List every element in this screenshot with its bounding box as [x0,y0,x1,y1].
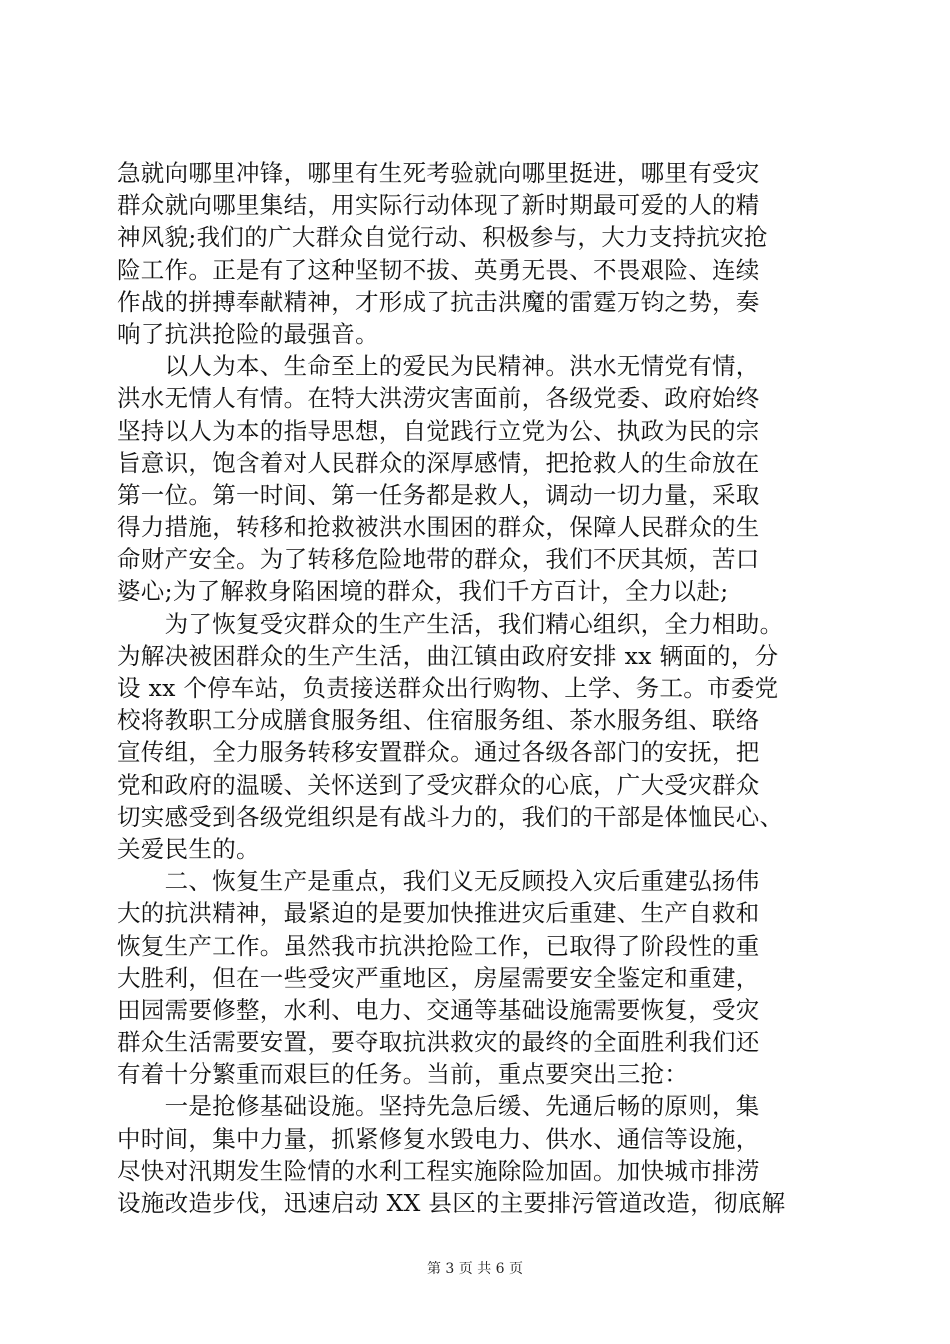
text-line: 有着十分繁重而艰巨的任务。当前，重点要突出三抢： [117,1060,689,1089]
text-line: 作战的拼搏奉献精神，才形成了抗击洪魔的雷霆万钧之势，奏 [117,287,760,316]
text-line: 第一位。第一时间、第一任务都是救人，调动一切力量，采取 [117,480,760,509]
text-line: 为了恢复受灾群众的生产生活，我们精心组织，全力相助。 [117,609,784,638]
text-line: 设 xx 个停车站，负责接送群众出行购物、上学、务工。市委党 [117,674,779,702]
text-line: 党和政府的温暖、关怀送到了受灾群众的心底，广大受灾群众 [117,770,760,799]
text-line: 二、恢复生产是重点，我们义无反顾投入灾后重建弘扬伟 [117,867,760,896]
text-line: 命财产安全。为了转移危险地带的群众，我们不厌其烦，苦口 [117,545,760,574]
text-line: 旨意识，饱含着对人民群众的深厚感情，把抢救人的生命放在 [117,448,760,477]
text-line: 宣传组，全力服务转移安置群众。通过各级各部门的安抚，把 [117,738,760,767]
text-line: 尽快对汛期发生险情的水利工程实施除险加固。加快城市排涝 [117,1156,760,1185]
text-line: 婆心;为了解救身陷困境的群众，我们千方百计，全力以赴; [117,577,729,606]
text-line: 中时间，集中力量，抓紧修复水毁电力、供水、通信等设施， [117,1124,760,1153]
text-line: 大胜利，但在一些受灾严重地区，房屋需要安全鉴定和重建， [117,963,760,992]
text-line: 急就向哪里冲锋，哪里有生死考验就向哪里挺进，哪里有受灾 [117,159,760,187]
text-line: 恢复生产工作。虽然我市抗洪抢险工作，已取得了阶段性的重 [117,931,760,960]
text-line: 设施改造步伐，迅速启动 XX 县区的主要排污管道改造，彻底解 [117,1189,786,1217]
text-line: 田园需要修整，水利、电力、交通等基础设施需要恢复，受灾 [117,995,760,1024]
text-line: 校将教职工分成膳食服务组、住宿服务组、茶水服务组、联络 [117,706,760,735]
text-line: 险工作。正是有了这种坚韧不拔、英勇无畏、不畏艰险、连续 [117,255,760,284]
text-line: 响了抗洪抢险的最强音。 [117,319,379,348]
text-line: 群众生活需要安置，要夺取抗洪救灾的最终的全面胜利我们还 [117,1028,760,1057]
text-line: 洪水无情人有情。在特大洪涝灾害面前，各级党委、政府始终 [117,384,760,413]
page-footer: 第 3 页 共 6 页 [426,1261,524,1277]
text-line: 关爱民生的。 [117,834,260,863]
text-line: 群众就向哪里集结，用实际行动体现了新时期最可爱的人的精 [117,191,760,220]
text-line: 大的抗洪精神，最紧迫的是要加快推进灾后重建、生产自救和 [117,899,760,928]
text-line: 切实感受到各级党组织是有战斗力的，我们的干部是体恤民心、 [117,802,784,831]
text-line: 得力措施，转移和抢救被洪水围困的群众，保障人民群众的生 [117,513,760,542]
text-line: 为解决被困群众的生产生活，曲江镇由政府安排 xx 辆面的，分 [117,641,779,670]
text-line: 以人为本、生命至上的爱民为民精神。洪水无情党有情， [117,352,760,381]
document-body [117,157,847,1219]
text-line: 一是抢修基础设施。坚持先急后缓、先通后畅的原则，集 [117,1092,760,1121]
text-line: 神风貌;我们的广大群众自觉行动、积极参与，大力支持抗灾抢 [117,223,768,252]
text-line: 坚持以人为本的指导思想，自觉践行立党为公、执政为民的宗 [117,416,760,445]
